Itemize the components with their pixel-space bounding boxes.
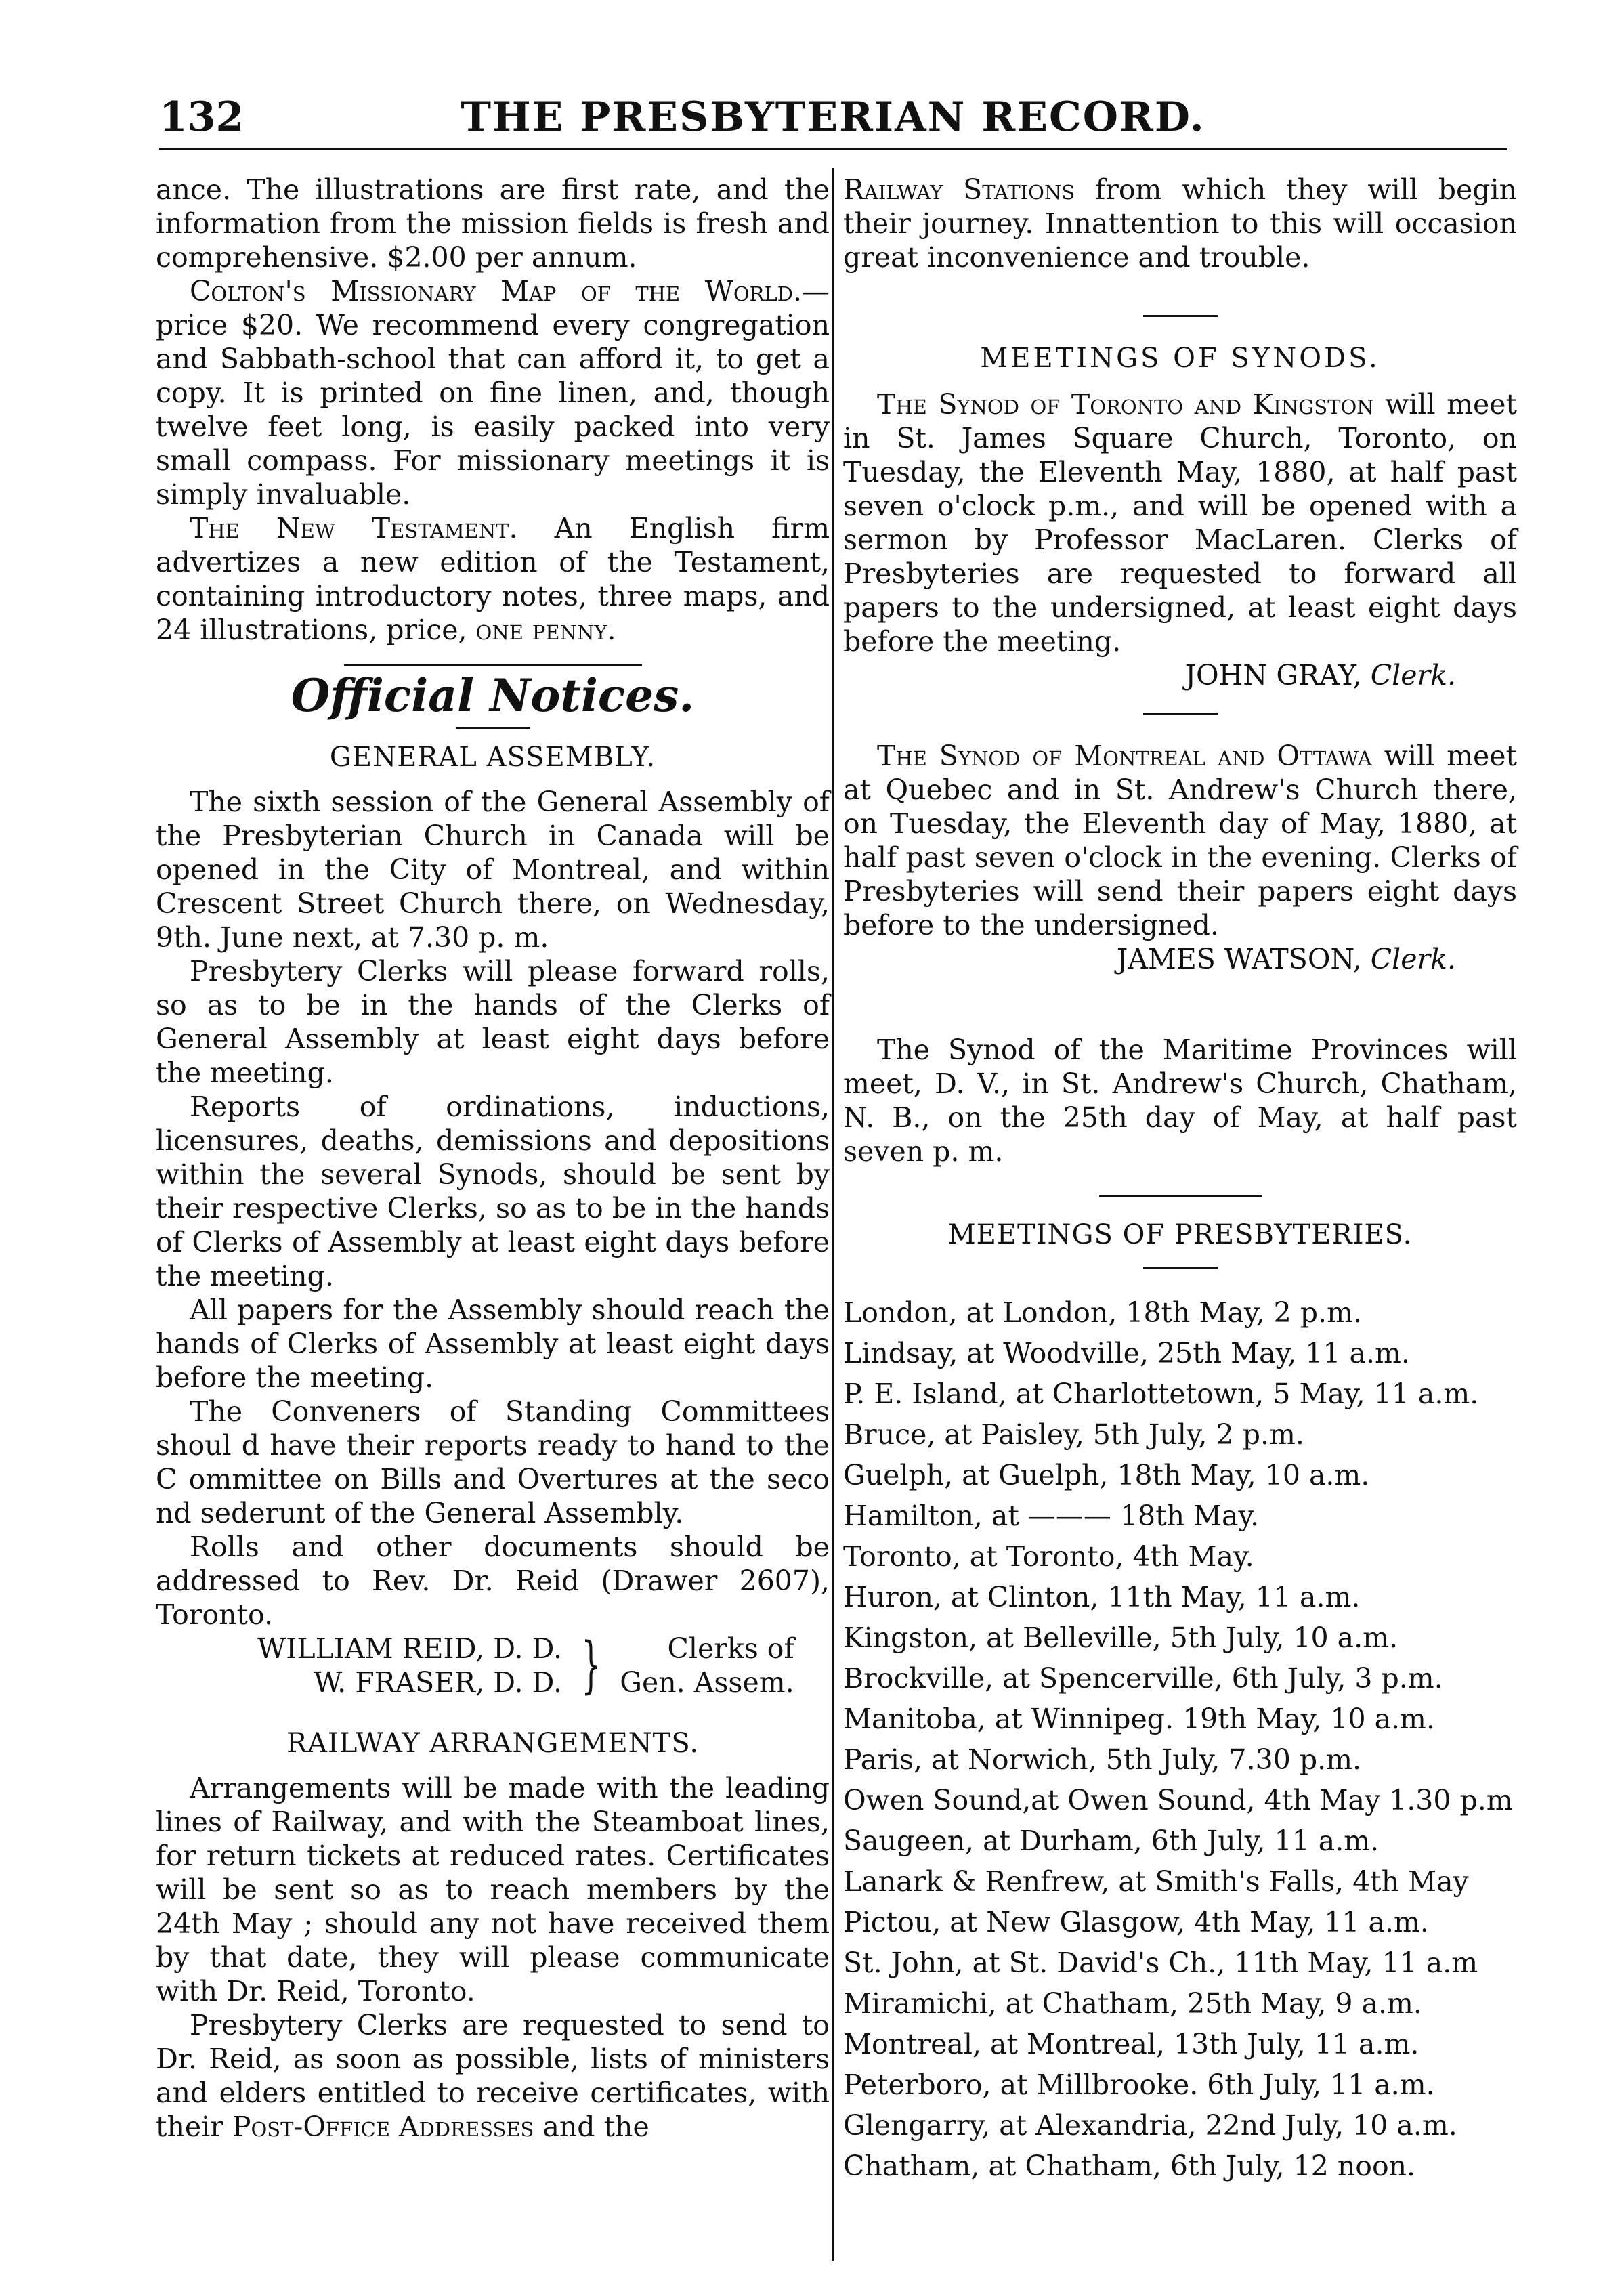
paragraph-continued: ance. The illustrations are first rate, and the information from the mission fields is fresh and comprehensive. $2.00 per annum.	[156, 173, 830, 274]
general-assembly-paragraph: Presbytery Clerks will please forward rolls, so as to be in the hands of the Clerks of General Assembly at least eight days before the meeting.	[156, 955, 830, 1089]
list-item: Hamilton, at ——— 18th May.	[843, 1500, 1260, 1532]
list-item: Manitoba, at Winnipeg. 19th May, 10 a.m.	[843, 1703, 1435, 1735]
paragraph-continued: Railway Stations from which they will begin their journey. Innattention to this will occasion great inconvenience and trouble.	[843, 173, 1517, 274]
page-header	[159, 93, 1507, 148]
list-item: Paris, at Norwich, 5th July, 7.30 p.m.	[843, 1743, 1362, 1776]
page-number: 132	[159, 93, 244, 141]
list-item: Guelph, at Guelph, 18th May, 10 a.m.	[843, 1459, 1370, 1491]
presbytery-list	[843, 1296, 1517, 2183]
header-rule	[159, 148, 1507, 150]
paragraph-new-testament: The New Testament. An English firm advertizes a new edition of the Testament, containing introductory notes, three maps, and 24 illustrations, price, one penny.	[156, 512, 830, 646]
general-assembly-heading: GENERAL ASSEMBLY.	[329, 742, 656, 773]
list-item: Bruce, at Paisley, 5th July, 2 p.m.	[843, 1418, 1304, 1451]
paragraph-colton-map: Colton's Missionary Map of the World.— price $20. We recommend every congregation and Sabbath-school that can afford it, to get a copy. It is printed on fine linen, and, though twelve feet long, is easily packed into very small compass. For missionary meetings it is simply invaluable.	[156, 275, 830, 511]
signature-office: Clerks of	[667, 1632, 794, 1665]
general-assembly-paragraph: The Conveners of Standing Committees shoul d have their reports ready to hand to the C ommittee on Bills and Overtures at the seco nd sederunt of the General Assembly.	[156, 1395, 830, 1529]
list-item: Kingston, at Belleville, 5th July, 10 a.m.	[843, 1621, 1398, 1654]
column-rule	[832, 168, 834, 2261]
railway-paragraph: Arrangements will be made with the leading lines of Railway, and with the Steamboat lines, for return tickets at reduced rates. Certificates will be sent so as to reach members by the 24th May ; should any not have received them by that date, they will please communicate with Dr. Reid, Toronto.	[156, 1772, 830, 2008]
railway-paragraph: Presbytery Clerks are requested to send to Dr. Reid, as soon as possible, lists of ministers and elders entitled to receive certificates, with their Post-Office Addresses and the	[156, 2009, 830, 2143]
signature-name: W. FRASER, D. D.	[314, 1666, 562, 1699]
list-item: Brockville, at Spencerville, 6th July, 3 p.m.	[843, 1662, 1443, 1695]
general-assembly-paragraph: The sixth session of the General Assembly of the Presbyterian Church in Canada will be opened in the City of Montreal, and within Crescent Street Church there, on Wednesday, 9th. June next, at 7.30 p. m.	[156, 786, 830, 954]
list-item: Chatham, at Chatham, 6th July, 12 noon.	[843, 2150, 1416, 2182]
list-item: Peterboro, at Millbrooke. 6th July, 11 a.m.	[843, 2068, 1435, 2101]
list-item: St. John, at St. David's Ch., 11th May, 11 a.m	[843, 1947, 1478, 1979]
synod-toronto-notice: The Synod of Toronto and Kingston will meet in St. James Square Church, Toronto, on Tuesday, the Eleventh May, 1880, at half past seven o'clock p.m., and will be opened with a sermon by Professor MacLaren. Clerks of Presbyteries are requested to forward all papers to the undersigned, at least eight days before the meeting.	[843, 388, 1517, 658]
signature-office: Gen. Assem.	[620, 1666, 794, 1699]
list-item: Huron, at Clinton, 11th May, 11 a.m.	[843, 1581, 1361, 1613]
section-title: Official Notices.	[291, 669, 695, 722]
list-item: Glengarry, at Alexandria, 22nd July, 10 a.m.	[843, 2109, 1457, 2142]
synod-signature: JAMES WATSON, Clerk.	[1116, 943, 1456, 975]
list-item: Lindsay, at Woodville, 25th May, 11 a.m.	[843, 1337, 1410, 1369]
left-column	[156, 173, 830, 2144]
synods-heading: MEETINGS OF SYNODS.	[980, 343, 1380, 374]
railway-heading: RAILWAY ARRANGEMENTS.	[286, 1728, 700, 1759]
synod-signature: JOHN GRAY, Clerk.	[1184, 659, 1456, 692]
general-assembly-paragraph: Rolls and other documents should be addressed to Rev. Dr. Reid (Drawer 2607), Toronto.	[156, 1531, 830, 1631]
presbyteries-heading: MEETINGS OF PRESBYTERIES.	[947, 1219, 1413, 1250]
general-assembly-paragraph: Reports of ordinations, inductions, licensures, deaths, demissions and depositions within the several Synods, should be sent by their respective Clerks, so as to be in the hands of Clerks of Assembly at least eight days before the meeting.	[156, 1090, 830, 1292]
list-item: London, at London, 18th May, 2 p.m.	[843, 1296, 1362, 1329]
general-assembly-paragraph: All papers for the Assembly should reach the hands of Clerks of Assembly at least eight days before the meeting.	[156, 1294, 830, 1394]
right-column	[843, 173, 1517, 2190]
list-item: Miramichi, at Chatham, 25th May, 9 a.m.	[843, 1987, 1422, 2020]
brace-glyph: }	[581, 1630, 601, 1701]
signature-name: WILLIAM REID, D. D.	[257, 1632, 562, 1665]
list-item: Owen Sound,at Owen Sound, 4th May 1.30 p.m	[843, 1784, 1513, 1817]
list-item: P. E. Island, at Charlottetown, 5 May, 11 a.m.	[843, 1378, 1479, 1410]
list-item: Saugeen, at Durham, 6th July, 11 a.m.	[843, 1825, 1380, 1857]
list-item: Pictou, at New Glasgow, 4th May, 11 a.m.	[843, 1906, 1429, 1938]
list-item: Lanark & Renfrew, at Smith's Falls, 4th May	[843, 1865, 1469, 1898]
synod-montreal-notice: The Synod of Montreal and Ottawa will meet at Quebec and in St. Andrew's Church there, on Tuesday, the Eleventh day of May, 1880, at half past seven o'clock in the evening. Clerks of Presbyteries will send their papers eight days before to the undersigned.	[843, 740, 1517, 941]
synod-maritime-notice: The Synod of the Maritime Provinces will meet, D. V., in St. Andrew's Church, Chatham, N. B., on the 25th day of May, at half past seven p. m.	[843, 1034, 1517, 1168]
assembly-signature	[257, 1632, 830, 1699]
list-item: Montreal, at Montreal, 13th July, 11 a.m.	[843, 2028, 1419, 2060]
running-title: THE PRESBYTERIAN RECORD.	[461, 93, 1205, 141]
list-item: Toronto, at Toronto, 4th May.	[843, 1540, 1254, 1573]
